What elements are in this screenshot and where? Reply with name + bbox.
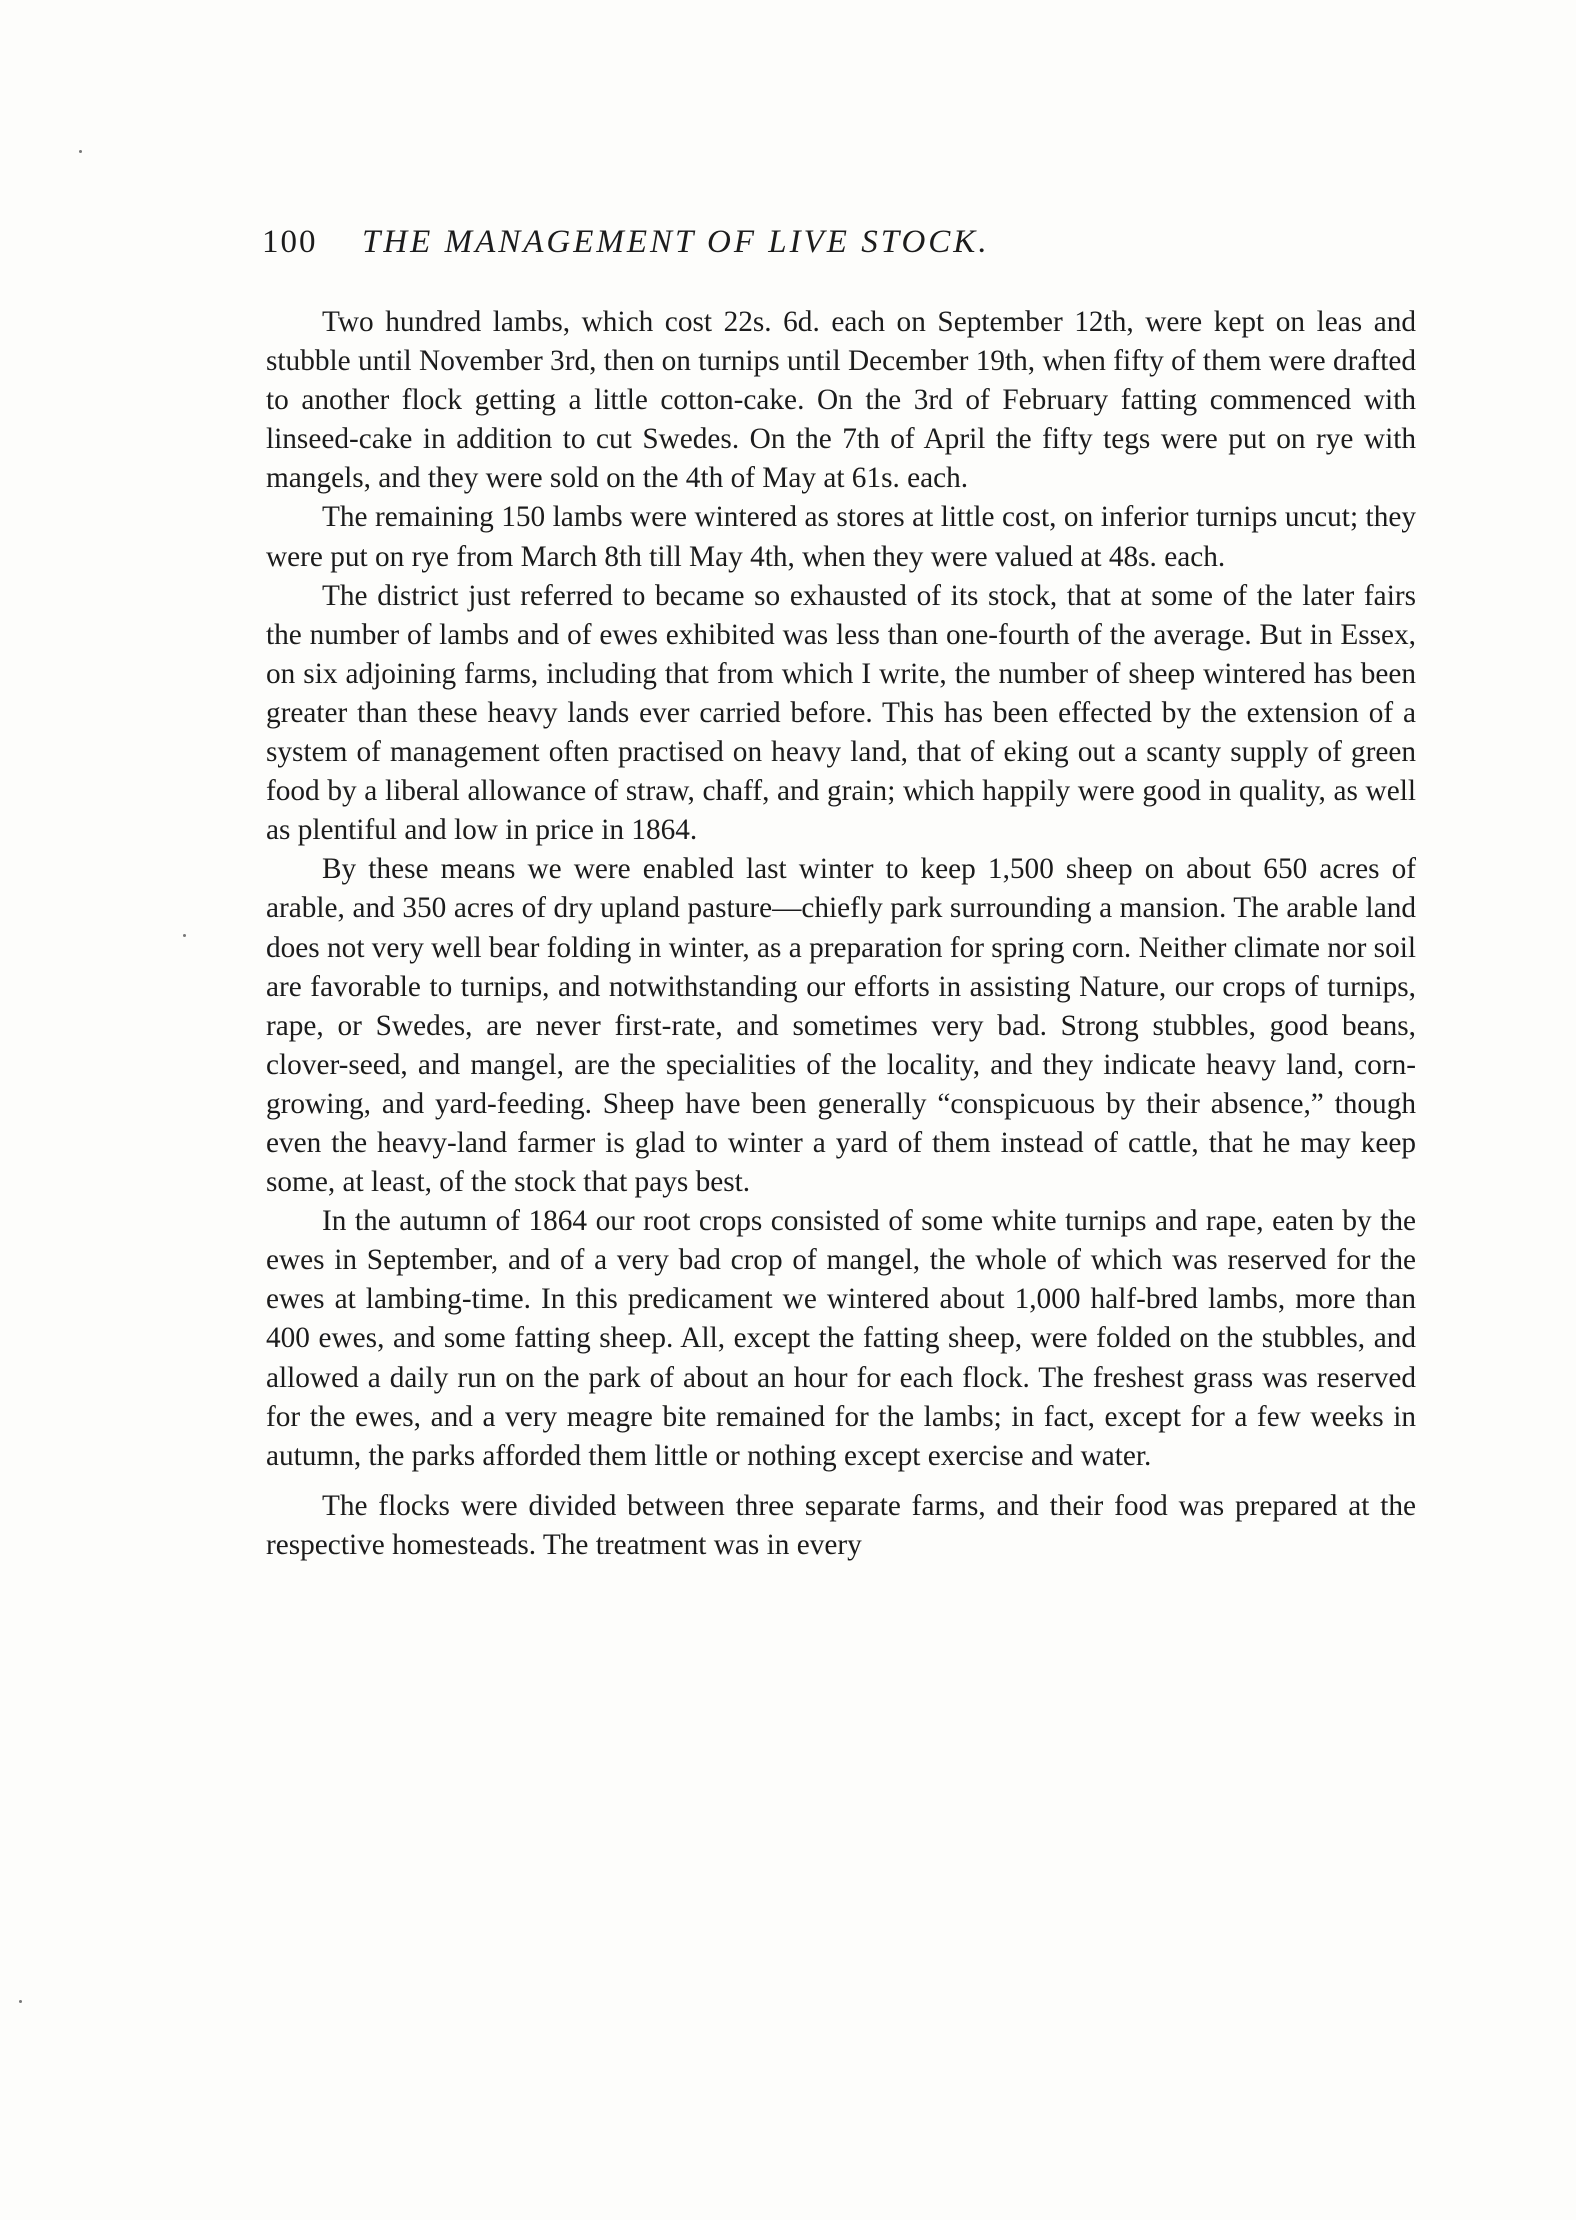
scan-speck [19, 2000, 22, 2003]
running-head [262, 224, 1422, 274]
page-number: 100 [262, 224, 318, 260]
paragraph-remaining-lambs: The remaining 150 lambs were wintered as stores at little cost, on inferior turnips uncut; they were put on rye from March 8th till May 4th, when they were valued at 48s. each. [266, 501, 1416, 573]
paragraph-autumn-1864: In the autumn of 1864 our root crops consisted of some white turnips and rape, eaten by the ewes in September, and of a very bad crop of mangel, the whole of which was reserved for the ewes at lambing-time. In this predicament we wintered about 1,000 half-bred lambs, more than 400 ewes, and some fatting sheep. All, except the fatting sheep, were folded on the stubbles, and allowed a daily run on the park of about an hour for each flock. The freshest grass was reserved for the ewes, and a very meagre bite remained for the lambs; in fact, except for a few weeks in autumn, the parks afforded them little or nothing except exercise and water. [266, 1205, 1416, 1472]
paragraph-flocks-divided: The flocks were divided between three separate farms, and their food was prepared at the respective homesteads. The treatment was in every [266, 1489, 1416, 1561]
scan-speck [79, 150, 82, 153]
paragraph-district-exhausted: The district just referred to became so exhausted of its stock, that at some of the later fairs the number of lambs and of ewes exhibited was less than one-fourth of the average. But in Essex, on six adjoining farms, including that from which I write, the number of sheep wintered has been greater than these heavy lands ever carried before. This has been effected by the extension of a system of management often practised on heavy land, that of eking out a scanty supply of green food by a liberal allowance of straw, chaff, and grain; which happily were good in quality, as well as plentiful and low in price in 1864. [266, 579, 1416, 847]
body-text [266, 303, 1416, 1565]
scan-speck [183, 934, 186, 937]
paragraph-lambs-cost: Two hundred lambs, which cost 22s. 6d. each on September 12th, were kept on leas and stubble until November 3rd, then on turnips until December 19th, when fifty of them were drafted to another flock getting a little cotton-cake. On the 3rd of February fatting commenced with linseed-cake in addition to cut Swedes. On the 7th of April the fifty tegs were put on rye with mangels, and they were sold on the 4th of May at 61s. each. [266, 306, 1416, 495]
running-title: THE MANAGEMENT OF LIVE STOCK. [362, 224, 990, 260]
paragraph-keeping-sheep: By these means we were enabled last winter to keep 1,500 sheep on about 650 acres of arable, and 350 acres of dry upland pasture—chiefly park surrounding a mansion. The arable land does not very well bear folding in winter, as a preparation for spring corn. Neither climate nor soil are favorable to turnips, and notwithstanding our efforts in assisting Nature, our crops of turnips, rape, or Swedes, are never first-rate, and sometimes very bad. Strong stubbles, good beans, clover-seed, and mangel, are the specialities of the locality, and they indicate heavy land, corn-growing, and yard-feeding. Sheep have been generally “conspicuous by their absence,” though even the heavy-land farmer is glad to winter a yard of them instead of cattle, that he may keep some, at least, of the stock that pays best. [266, 853, 1417, 1199]
